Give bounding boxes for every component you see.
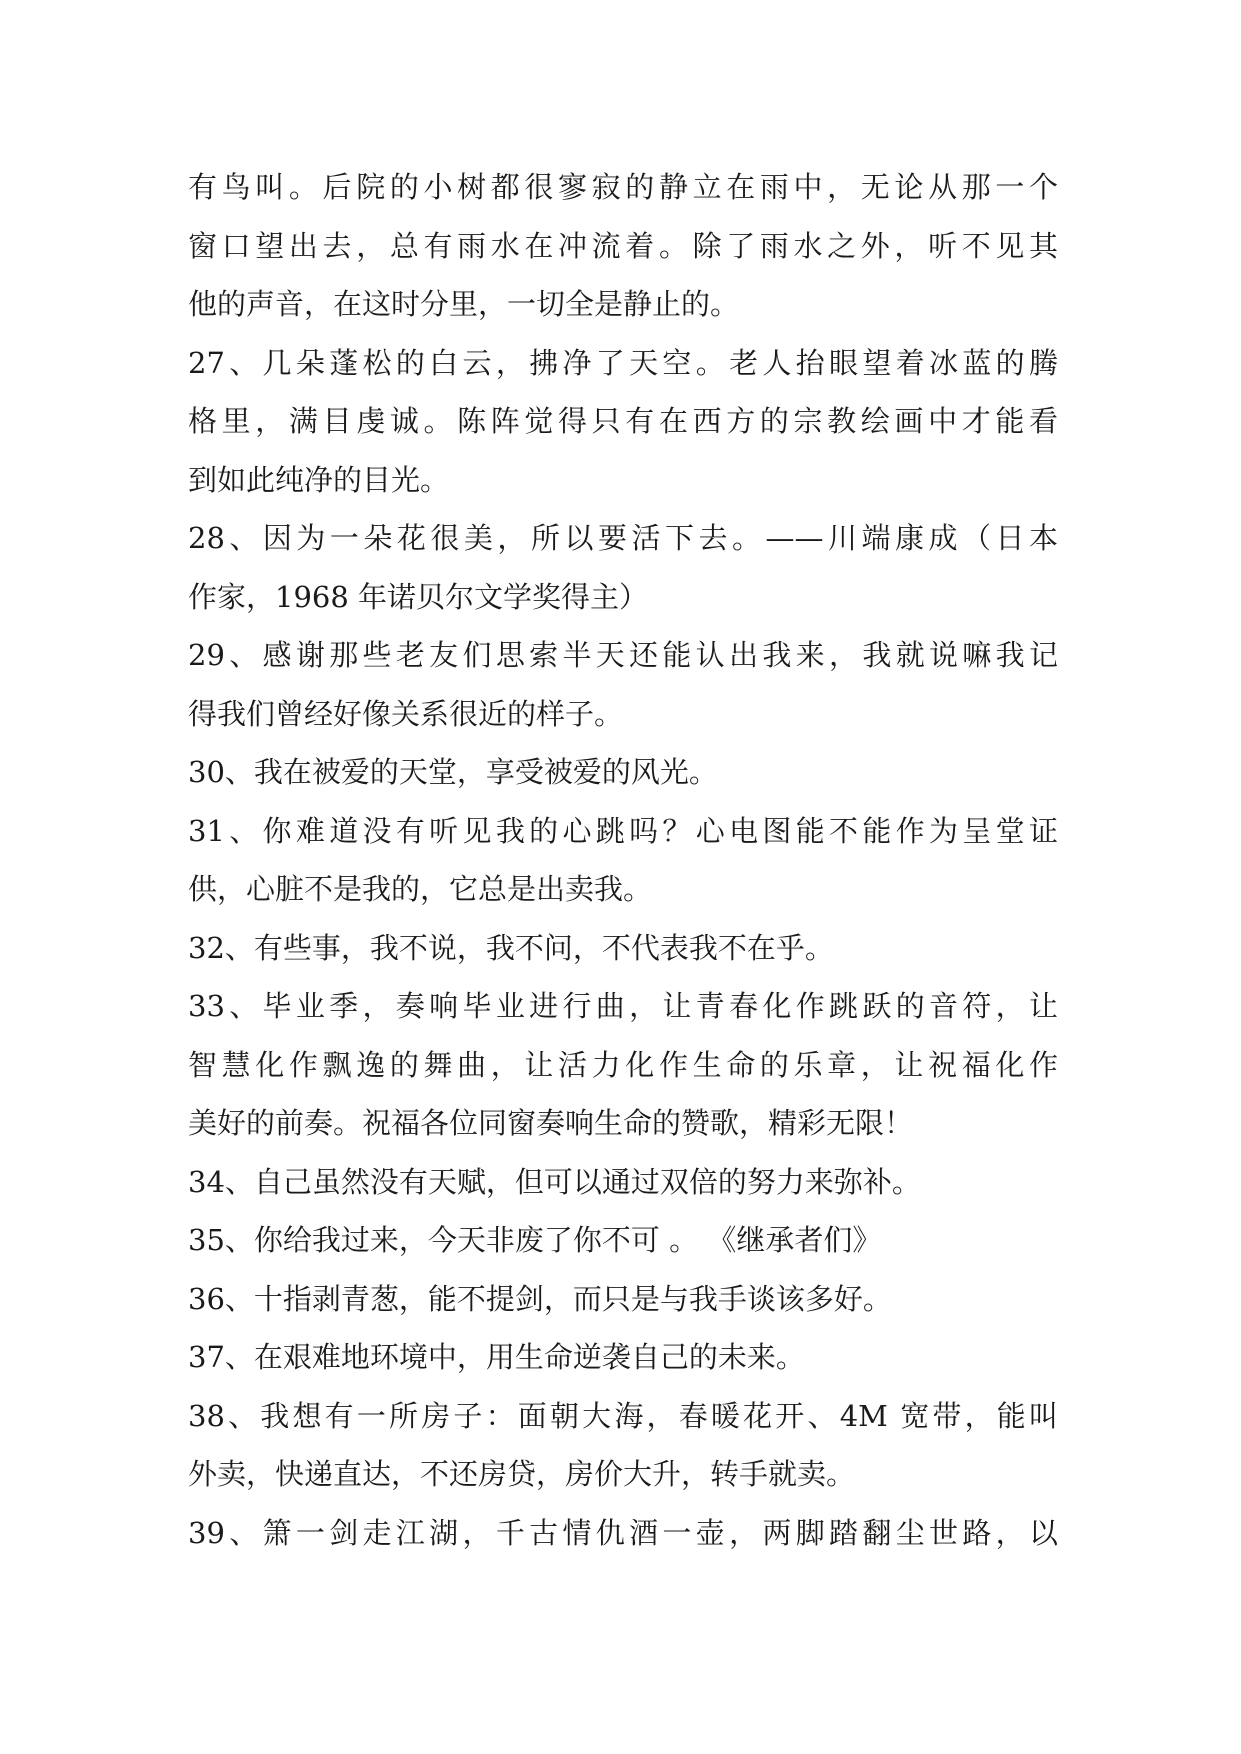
text-line: 窗口望出去，总有雨水在冲流着。除了雨水之外，听不见其 [188, 228, 1058, 263]
text-line: 29、感谢那些老友们思索半天还能认出我来，我就说嘛我记 [188, 638, 1058, 672]
text-line: 美好的前奏。祝福各位同窗奏响生命的赞歌，精彩无限！ [188, 1106, 914, 1140]
text-line: 他的声音，在这时分里，一切全是静止的。 [188, 287, 740, 321]
text-line: 34、自己虽然没有天赋，但可以通过双倍的努力来弥补。 [188, 1164, 921, 1199]
text-line: 到如此纯净的目光。 [188, 462, 450, 497]
text-line: 36、十指剥青葱，能不提剑，而只是与我手谈该多好。 [188, 1281, 892, 1316]
text-line: 28、因为一朵花很美，所以要活下去。——川端康成（日本 [188, 521, 1058, 555]
document-body [188, 158, 1058, 1562]
text-line: 31、你难道没有听见我的心跳吗？心电图能不能作为呈堂证 [188, 813, 1058, 848]
text-line: 得我们曾经好像关系很近的样子。 [188, 696, 624, 731]
text-line: 格里，满目虔诚。陈阵觉得只有在西方的宗教绘画中才能看 [188, 404, 1058, 438]
text-line: 27、几朵蓬松的白云，拂净了天空。老人抬眼望着冰蓝的腾 [188, 345, 1058, 380]
text-line: 作家，1968 年诺贝尔文学奖得主） [188, 579, 649, 614]
text-line: 37、在艰难地环境中，用生命逆袭自己的未来。 [188, 1340, 805, 1374]
text-line: 39、箫一剑走江湖，千古情仇酒一壶，两脚踏翻尘世路，以 [188, 1515, 1058, 1550]
text-line: 35、你给我过来，今天非废了你不可 。 《继承者们》 [188, 1223, 882, 1257]
text-line: 33、毕业季，奏响毕业进行曲，让青春化作跳跃的音符，让 [188, 989, 1058, 1023]
text-line: 智慧化作飘逸的舞曲，让活力化作生命的乐章，让祝福化作 [188, 1047, 1058, 1082]
text-line: 38、我想有一所房子：面朝大海，春暖花开、4M 宽带，能叫 [188, 1398, 1058, 1433]
text-line: 有鸟叫。后院的小树都很寥寂的静立在雨中，无论从那一个 [188, 170, 1058, 204]
text-line: 32、有些事，我不说，我不问，不代表我不在乎。 [188, 930, 834, 965]
text-line: 外卖，快递直达，不还房贷，房价大升，转手就卖。 [188, 1457, 856, 1491]
text-line: 供，心脏不是我的，它总是出卖我。 [188, 872, 653, 906]
text-line: 30、我在被爱的天堂，享受被爱的风光。 [188, 755, 718, 789]
